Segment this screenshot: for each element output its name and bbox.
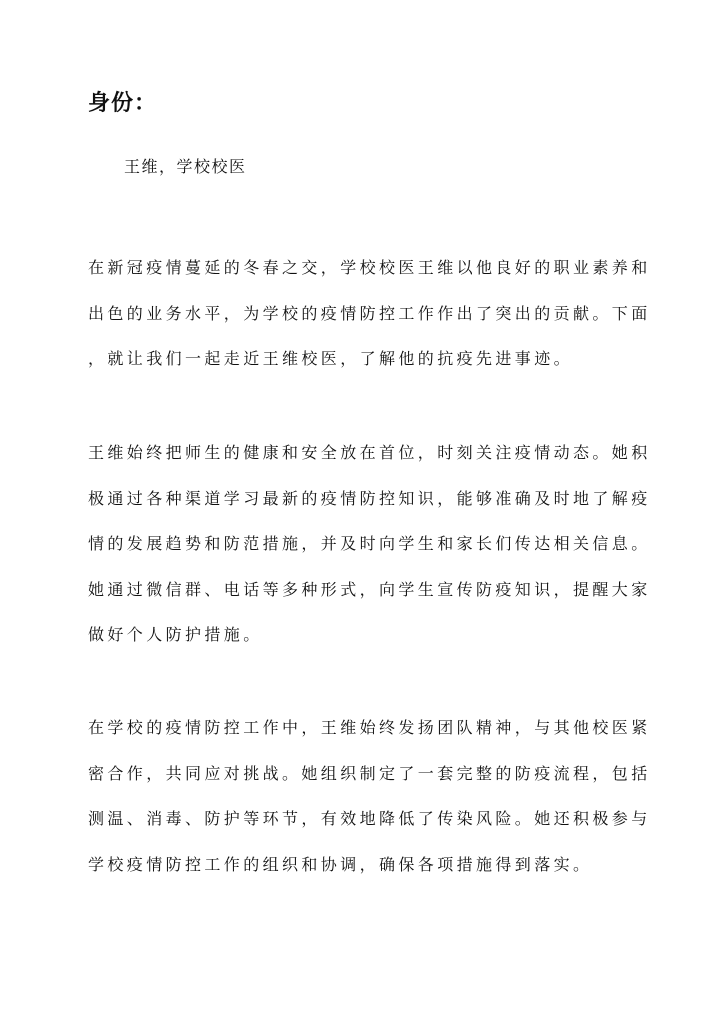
paragraph-2 [88,430,651,658]
paragraph-line: 学校疫情防控工作的组织和协调，确保各项措施得到落实。 [88,854,593,874]
paragraph-line: 出色的业务水平，为学校的疫情防控工作作出了突出的贡献。下面 [88,303,651,323]
section-heading: 身份： [88,90,158,116]
paragraph-1 [88,245,651,382]
paragraph-line: ，就让我们一起走近王维校医，了解他的抗疫先进事迹。 [88,349,574,368]
paragraph-line: 做好个人防护措施。 [88,625,263,644]
paragraph-line: 密合作，共同应对挑战。她组织制定了一套完整的防疫流程，包括 [88,763,651,783]
paragraph-line: 在新冠疫情蔓延的冬春之交，学校校医王维以他良好的职业素养和 [88,258,651,277]
paragraph-line: 极通过各种渠道学习最新的疫情防控知识，能够准确及时地了解疫 [88,488,651,508]
paragraph-line: 情的发展趋势和防范措施，并及时向学生和家长们传达相关信息。 [88,534,651,553]
paragraph-line: 她通过微信群、电话等多种形式，向学生宣传防疫知识，提醒大家 [88,579,651,599]
identity-text: 王维，学校校医 [124,157,247,176]
paragraph-line: 王维始终把师生的健康和安全放在首位，时刻关注疫情动态。她积 [88,443,651,462]
paragraph-3 [88,705,651,887]
paragraph-line: 在学校的疫情防控工作中，王维始终发扬团队精神，与其他校医紧 [88,718,651,737]
paragraph-line: 测温、消毒、防护等环节，有效地降低了传染风险。她还积极参与 [88,809,651,828]
